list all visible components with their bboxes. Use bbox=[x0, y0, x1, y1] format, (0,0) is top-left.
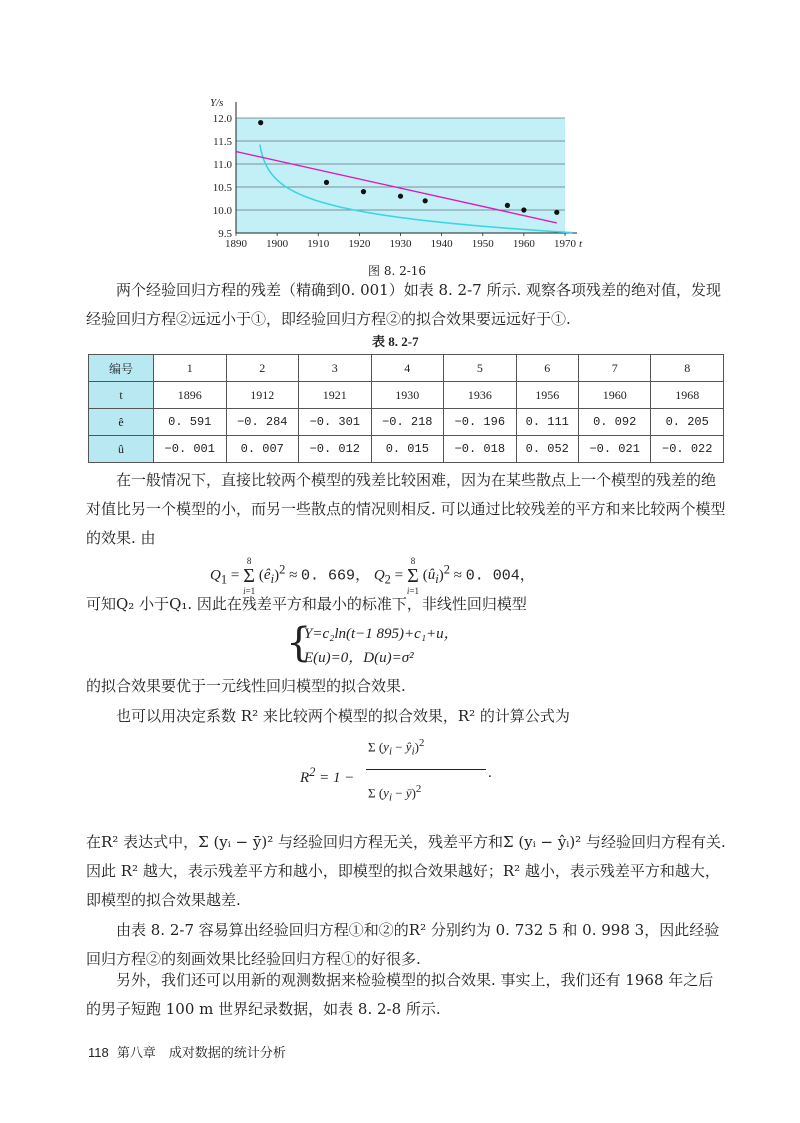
q-formula: $Q_1 = 8$ Σ i=1 $(ê_i)^2 \approx 0$. 669， $Q_2 = 8$ Σ i=1 $(û_i)^2 \approx 0$. 004， bbox=[210, 556, 535, 596]
data-point bbox=[423, 198, 428, 203]
r2-denominator: Σ ($y_i$ − ȳ)$^2$ bbox=[368, 783, 422, 804]
table-cell: 1936 bbox=[444, 382, 517, 409]
y-tick-label: 10.0 bbox=[212, 205, 232, 217]
table-row bbox=[89, 409, 724, 436]
table-row bbox=[89, 436, 724, 463]
page-number: 118 bbox=[88, 1045, 109, 1060]
y-tick-label: 11.0 bbox=[213, 159, 232, 171]
x-tick-label: 1910 bbox=[307, 238, 330, 250]
table-cell: 0. 007 bbox=[226, 436, 299, 463]
q1-value: 0. 669 bbox=[301, 567, 356, 585]
table-cell: 7 bbox=[578, 355, 651, 382]
r2-numerator: Σ ($y_i$ − $ŷ_i)^2$ bbox=[368, 737, 425, 758]
paragraph-conclusion: 的拟合效果要优于一元线性回归模型的拟合效果. bbox=[86, 677, 406, 695]
data-point bbox=[505, 203, 510, 208]
table-row-label: t bbox=[89, 382, 154, 409]
q2-value: 0. 004 bbox=[465, 567, 520, 585]
x-tick-label: 1960 bbox=[512, 238, 535, 250]
table-cell: −0. 001 bbox=[154, 436, 227, 463]
data-point bbox=[361, 189, 366, 194]
table-cell: 0. 205 bbox=[651, 409, 724, 436]
x-tick-label: 1950 bbox=[471, 238, 494, 250]
r2-period: . bbox=[488, 765, 492, 781]
y-tick-label: 10.5 bbox=[212, 182, 232, 194]
plot-background bbox=[236, 118, 565, 233]
system-line-2: E(u)=0，D(u)=σ² bbox=[304, 650, 414, 666]
figure-caption: 图 8. 2-16 bbox=[368, 264, 427, 278]
table-row-label: ê bbox=[89, 409, 154, 436]
table-cell: 1960 bbox=[578, 382, 651, 409]
table-cell: −0. 284 bbox=[226, 409, 299, 436]
table-cell: −0. 196 bbox=[444, 409, 517, 436]
page-footer bbox=[88, 1042, 286, 1061]
table-cell: 0. 092 bbox=[578, 409, 651, 436]
table-cell: −0. 022 bbox=[651, 436, 724, 463]
data-point bbox=[324, 180, 329, 185]
x-tick-label: 1890 bbox=[225, 238, 247, 250]
table-cell: −0. 301 bbox=[299, 409, 372, 436]
fraction-bar bbox=[366, 769, 486, 770]
table-cell: 1921 bbox=[299, 382, 372, 409]
table-cell: 4 bbox=[371, 355, 444, 382]
chapter-title: 第八章 成对数据的统计分析 bbox=[116, 1046, 286, 1061]
data-point bbox=[258, 120, 263, 125]
y-tick-label: 12.0 bbox=[212, 113, 232, 125]
paragraph-residuals: 两个经验回归方程的残差（精确到0. 001）如表 8. 2-7 所示. 观察各项残差的绝对值，发现经验回归方程②远远小于①，即经验回归方程②的拟合效果要远远好于①. bbox=[86, 281, 722, 328]
system-line-1: Y=c₂ln(t−1 895)+c₁+u， bbox=[304, 626, 459, 642]
table-cell: 6 bbox=[516, 355, 578, 382]
paragraph-comparison: 在一般情况下，直接比较两个模型的残差比较困难，因为在某些散点上一个模型的残差的绝对值比另一个模型的小，而另一些散点的情况则相反. 可以通过比较残差的平方和来比较两个模型的效果. 由 bbox=[86, 471, 726, 547]
residual-scatter-chart bbox=[200, 82, 600, 262]
table-cell: 2 bbox=[226, 355, 299, 382]
paragraph-r2-intro: 也可以用决定系数 R² 来比较两个模型的拟合效果，R² 的计算公式为 bbox=[116, 707, 570, 725]
r2-lhs: $R^2 = 1$ − bbox=[300, 765, 355, 786]
table-header-label: 编号 bbox=[89, 355, 154, 382]
y-axis-label: Y/s bbox=[210, 97, 224, 109]
table-cell: 1912 bbox=[226, 382, 299, 409]
paragraph-new-data: 另外，我们还可以用新的观测数据来检验模型的拟合效果. 事实上，我们还有 1968 年之后的男子短跑 100 m 世界纪录数据，如表 8. 2-8 所示. bbox=[86, 971, 714, 1018]
data-point bbox=[554, 210, 559, 215]
residual-table bbox=[88, 354, 724, 463]
paragraph-r2-values: 由表 8. 2-7 容易算出经验回归方程①和②的R² 分别约为 0. 732 5 和 0. 998 3，因此经验回归方程②的刻画效果比经验回归方程①的好很多. bbox=[86, 921, 720, 968]
paragraph-q-compare: 可知Q₂ 小于Q₁. 因此在残差平方和最小的标准下，非线性回归模型 bbox=[86, 595, 527, 613]
x-tick-label: 1970 bbox=[554, 238, 576, 250]
x-tick-label: 1940 bbox=[430, 238, 453, 250]
table-cell: 1968 bbox=[651, 382, 724, 409]
x-tick-label: 1930 bbox=[389, 238, 412, 250]
table-cell: 1896 bbox=[154, 382, 227, 409]
table-cell: 5 bbox=[444, 355, 517, 382]
x-tick-label: 1920 bbox=[348, 238, 371, 250]
table-cell: 0. 052 bbox=[516, 436, 578, 463]
x-axis-label: t bbox=[579, 238, 583, 250]
table-cell: 1930 bbox=[371, 382, 444, 409]
y-tick-label: 11.5 bbox=[213, 136, 232, 148]
table-cell: −0. 021 bbox=[578, 436, 651, 463]
table-row-label: û bbox=[89, 436, 154, 463]
table-cell: 0. 015 bbox=[371, 436, 444, 463]
data-point bbox=[398, 194, 403, 199]
table-cell: 8 bbox=[651, 355, 724, 382]
table-cell: −0. 012 bbox=[299, 436, 372, 463]
table-row bbox=[89, 355, 724, 382]
r2-formula bbox=[300, 735, 500, 815]
y-tick-label: 9.5 bbox=[218, 228, 232, 240]
table-cell: 1 bbox=[154, 355, 227, 382]
table-cell: −0. 218 bbox=[371, 409, 444, 436]
table-title: 表 8. 2-7 bbox=[372, 334, 419, 349]
table-row bbox=[89, 382, 724, 409]
table-cell: 0. 111 bbox=[516, 409, 578, 436]
table-cell: 3 bbox=[299, 355, 372, 382]
table-cell: 1956 bbox=[516, 382, 578, 409]
table-cell: 0. 591 bbox=[154, 409, 227, 436]
x-tick-label: 1900 bbox=[266, 238, 289, 250]
table-cell: −0. 018 bbox=[444, 436, 517, 463]
brace: { bbox=[286, 620, 312, 666]
data-point bbox=[521, 207, 526, 212]
paragraph-r2-explain: 在R² 表达式中，Σ (yᵢ − ȳ)² 与经验回归方程无关，残差平方和Σ (yᵢ − ŷᵢ)² 与经验回归方程有关. 因此 R² 越大，表示残差平方和越小，即模型的拟合效果越好；R² 越小，表示残差平方和越大，即模型的拟合效果越差. bbox=[86, 833, 726, 909]
